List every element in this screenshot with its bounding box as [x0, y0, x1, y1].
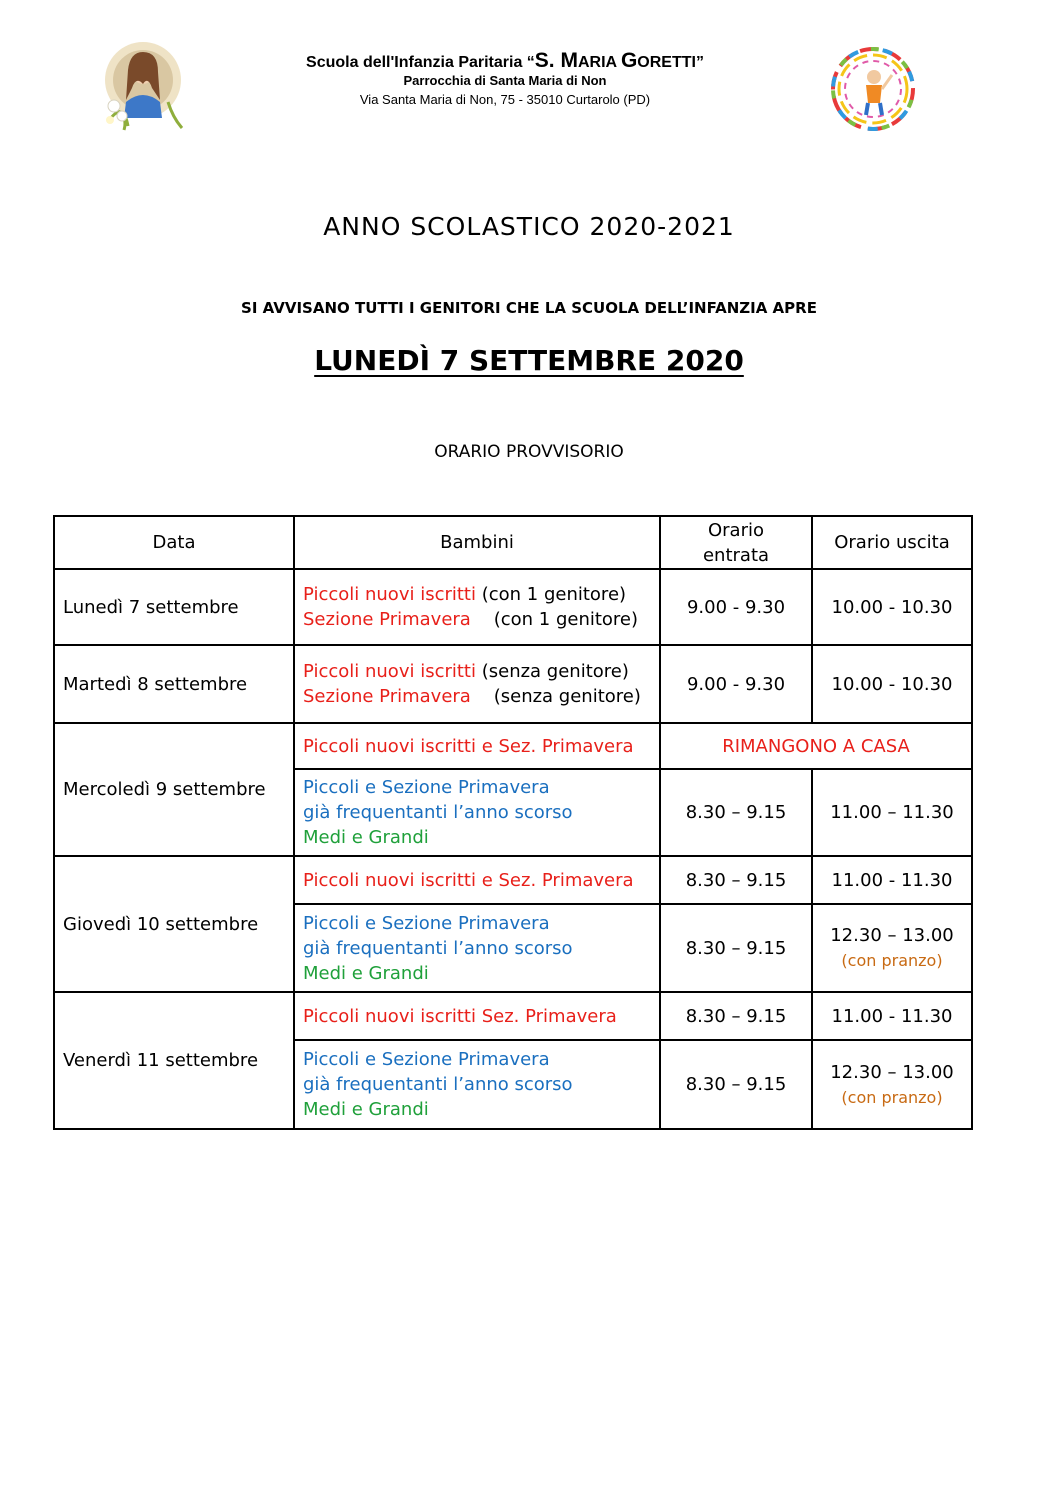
schedule-table [53, 515, 973, 1130]
row-children-returning: Piccoli e Sezione Primavera già frequentanti l’anno scorso Medi e Grandi [294, 769, 660, 856]
parish-name: Parrocchia di Santa Maria di Non [403, 73, 607, 88]
letterhead [0, 0, 1058, 150]
row-children-new: Piccoli nuovi iscritti e Sez. Primavera [294, 856, 660, 904]
school-colorful-logo [818, 45, 928, 133]
header-date: Data [54, 516, 294, 569]
row-children-returning: Piccoli e Sezione Primavera già frequentanti l’anno scorso Medi e Grandi [294, 904, 660, 992]
opening-notice: SI AVVISANO TUTTI I GENITORI CHE LA SCUOLA DELL’INFANZIA APRE [241, 299, 817, 317]
row-exit-time: 12.30 – 13.00 (con pranzo) [812, 1040, 972, 1129]
stay-home-notice: RIMANGONO A CASA [660, 723, 972, 769]
row-children-returning: Piccoli e Sezione Primavera già frequentanti l’anno scorso Medi e Grandi [294, 1040, 660, 1129]
table-row [54, 723, 972, 769]
row-entry-time: 8.30 – 9.15 [660, 992, 812, 1040]
row-entry-time: 8.30 – 9.15 [660, 1040, 812, 1129]
schedule-heading: ORARIO PROVVISORIO [434, 442, 624, 462]
row-date: Mercoledì 9 settembre [54, 723, 294, 856]
row-date: Martedì 8 settembre [54, 645, 294, 723]
row-date: Lunedì 7 settembre [54, 569, 294, 645]
school-address: Via Santa Maria di Non, 75 - 35010 Curtarolo (PD) [359, 92, 651, 107]
row-entry-time: 8.30 – 9.15 [660, 904, 812, 992]
header-exit-time: Orario uscita [812, 516, 972, 569]
row-entry-time: 9.00 - 9.30 [660, 645, 812, 723]
header-entry-time: Orario entrata [660, 516, 812, 569]
row-exit-time: 11.00 - 11.30 [812, 992, 972, 1040]
row-children-new: Piccoli nuovi iscritti e Sez. Primavera [294, 723, 660, 769]
saint-portrait-logo [98, 40, 188, 132]
table-row [54, 569, 972, 645]
row-children-new: Piccoli nuovi iscritti Sez. Primavera [294, 992, 660, 1040]
row-entry-time: 8.30 – 9.15 [660, 769, 812, 856]
table-row [54, 856, 972, 904]
row-exit-time: 11.00 - 11.30 [812, 856, 972, 904]
row-entry-time: 8.30 – 9.15 [660, 856, 812, 904]
table-header-row [54, 516, 972, 569]
row-exit-time: 11.00 – 11.30 [812, 769, 972, 856]
school-year-title: ANNO SCOLASTICO 2020-2021 [323, 212, 735, 241]
row-date: Venerdì 11 settembre [54, 992, 294, 1129]
row-date: Giovedì 10 settembre [54, 856, 294, 992]
header-children: Bambini [294, 516, 660, 569]
table-row [54, 992, 972, 1040]
row-exit-time: 12.30 – 13.00 (con pranzo) [812, 904, 972, 992]
row-entry-time: 9.00 - 9.30 [660, 569, 812, 645]
lunch-note: (con pranzo) [841, 951, 943, 970]
row-exit-time: 10.00 - 10.30 [812, 569, 972, 645]
row-children: Piccoli nuovi iscritti (senza genitore) Sezione Primavera (senza genitore) [294, 645, 660, 723]
row-exit-time: 10.00 - 10.30 [812, 645, 972, 723]
lunch-note: (con pranzo) [841, 1087, 943, 1107]
table-row [54, 645, 972, 723]
opening-date: LUNEDÌ 7 SETTEMBRE 2020 [314, 344, 744, 377]
row-children: Piccoli nuovi iscritti (con 1 genitore) Sezione Primavera (con 1 genitore) [294, 569, 660, 645]
school-name: Scuola dell'Infanzia Paritaria “S. MARIA GORETTI” [306, 49, 704, 72]
